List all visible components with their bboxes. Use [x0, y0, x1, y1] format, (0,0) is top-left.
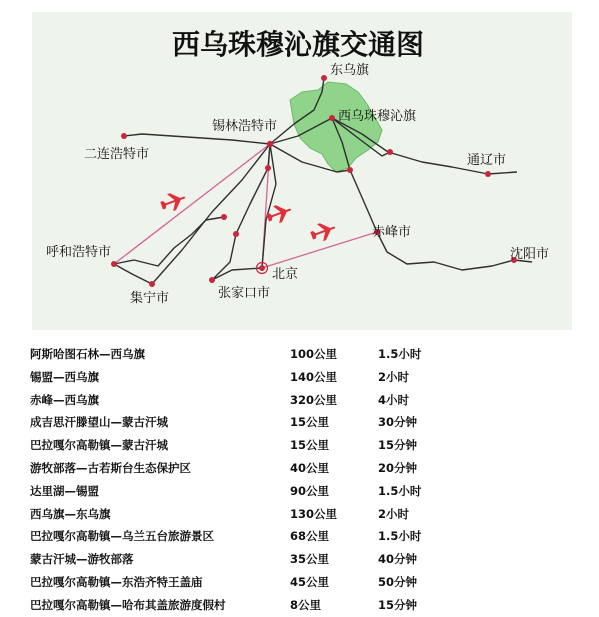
label-zhangjiakou: 张家口市 — [218, 286, 271, 301]
traffic-map — [32, 12, 572, 330]
label-tongliao: 通辽市 — [467, 153, 507, 168]
route-time: 4小时 — [378, 392, 410, 407]
city-dot-zhangjiakou — [209, 277, 215, 283]
route-distance: 68公里 — [290, 529, 330, 544]
route-distance: 45公里 — [290, 574, 330, 589]
route-name: 巴拉嘎尔高勒镇—哈布其盖旅游度假村 — [30, 597, 226, 612]
route-distance: 140公里 — [290, 369, 338, 384]
road-erlian — [124, 134, 270, 144]
route-name: 巴拉嘎尔高勒镇—东浩齐特王盖庙 — [30, 574, 203, 589]
route-name: 游牧部落—古若斯台生态保护区 — [30, 460, 191, 475]
route-name: 赤峰—西乌旗 — [30, 392, 99, 407]
air-route-huhehaote — [114, 144, 270, 264]
plane-icon — [265, 201, 295, 226]
label-beijing: 北京 — [272, 267, 299, 282]
distance-table — [30, 343, 590, 617]
city-dot-junction — [387, 149, 393, 155]
plane-icons — [159, 189, 339, 244]
route-distance: 15公里 — [290, 438, 330, 453]
route-name: 巴拉嘎尔高勒镇—蒙古汗城 — [30, 438, 168, 453]
route-time: 2小时 — [378, 506, 410, 521]
city-dot-junction — [265, 165, 271, 171]
route-time: 20分钟 — [378, 460, 418, 475]
route-name: 西乌旗—东乌旗 — [30, 506, 111, 521]
label-xilinhaote: 锡林浩特市 — [212, 119, 278, 134]
city-dot-tongliao — [485, 171, 491, 177]
road-zhangjiakou-north — [212, 268, 262, 280]
road-zhangjiakou — [212, 144, 270, 280]
route-time: 30分钟 — [378, 415, 418, 430]
route-time: 2小时 — [378, 369, 410, 384]
route-name: 阿斯哈图石林—西乌旗 — [30, 347, 145, 361]
city-dot-erlianhaote — [121, 133, 127, 139]
city-dot-xilinhaote — [267, 141, 273, 147]
city-dot-junction — [347, 167, 353, 173]
route-time: 15分钟 — [378, 597, 418, 612]
route-distance: 8公里 — [290, 597, 322, 612]
table-row — [30, 434, 590, 457]
route-distance: 90公里 — [290, 483, 330, 498]
city-dot-xiwuqi — [329, 115, 335, 121]
route-time: 1.5小时 — [378, 483, 422, 498]
route-name: 巴拉嘎尔高勒镇—乌兰五台旅游景区 — [30, 529, 214, 544]
route-distance: 130公里 — [290, 506, 338, 521]
table-row — [30, 571, 590, 594]
label-dongwuqi: 东乌旗 — [330, 63, 370, 78]
route-name: 达里湖—锡盟 — [30, 483, 99, 498]
route-time: 1.5小时 — [378, 529, 422, 544]
route-distance: 35公里 — [290, 552, 330, 567]
city-dot-huhehaote — [111, 261, 117, 267]
table-row — [30, 594, 590, 617]
label-jining: 集宁市 — [130, 291, 170, 306]
map-canvas — [32, 12, 572, 330]
route-name: 锡盟—西乌旗 — [30, 369, 99, 384]
label-huhehaote: 呼和浩特市 — [46, 245, 112, 260]
table-row — [30, 525, 590, 548]
table-row — [30, 411, 590, 434]
route-time: 15分钟 — [378, 438, 418, 453]
label-erlianhaote: 二连浩特市 — [84, 147, 150, 162]
city-dot-jining — [149, 281, 155, 287]
route-time: 1.5小时 — [378, 347, 422, 361]
route-distance: 100公里 — [290, 347, 338, 361]
city-dot-beijing — [259, 265, 265, 271]
label-xiwuqi: 西乌珠穆沁旗 — [338, 109, 417, 124]
road-jining — [114, 264, 152, 284]
map-title: 西乌珠穆沁旗交通图 — [172, 28, 425, 61]
city-dot-junction — [221, 214, 227, 220]
route-distance: 15公里 — [290, 415, 330, 430]
table-row — [30, 366, 590, 389]
road-huhehaote — [114, 217, 224, 266]
city-dot-dongwuqi — [321, 75, 327, 81]
table-row — [30, 503, 590, 526]
table-row — [30, 457, 590, 480]
table-row — [30, 389, 590, 412]
plane-icon — [309, 219, 339, 244]
table-row — [30, 480, 590, 503]
label-shenyang: 沈阳市 — [510, 247, 550, 262]
route-name: 成吉思汗滕望山—蒙古汗城 — [30, 415, 168, 430]
air-route-chifeng — [262, 232, 377, 268]
route-distance: 40公里 — [290, 460, 330, 475]
city-dot-junction — [233, 231, 239, 237]
table-row — [30, 343, 590, 366]
route-distance: 320公里 — [290, 392, 338, 407]
route-time: 40分钟 — [378, 552, 418, 567]
road-jining-north — [152, 144, 270, 284]
label-chifeng: 赤峰市 — [372, 225, 412, 240]
route-name: 蒙古汗城—游牧部落 — [30, 552, 134, 567]
table-row — [30, 548, 590, 571]
route-time: 50分钟 — [378, 574, 418, 589]
